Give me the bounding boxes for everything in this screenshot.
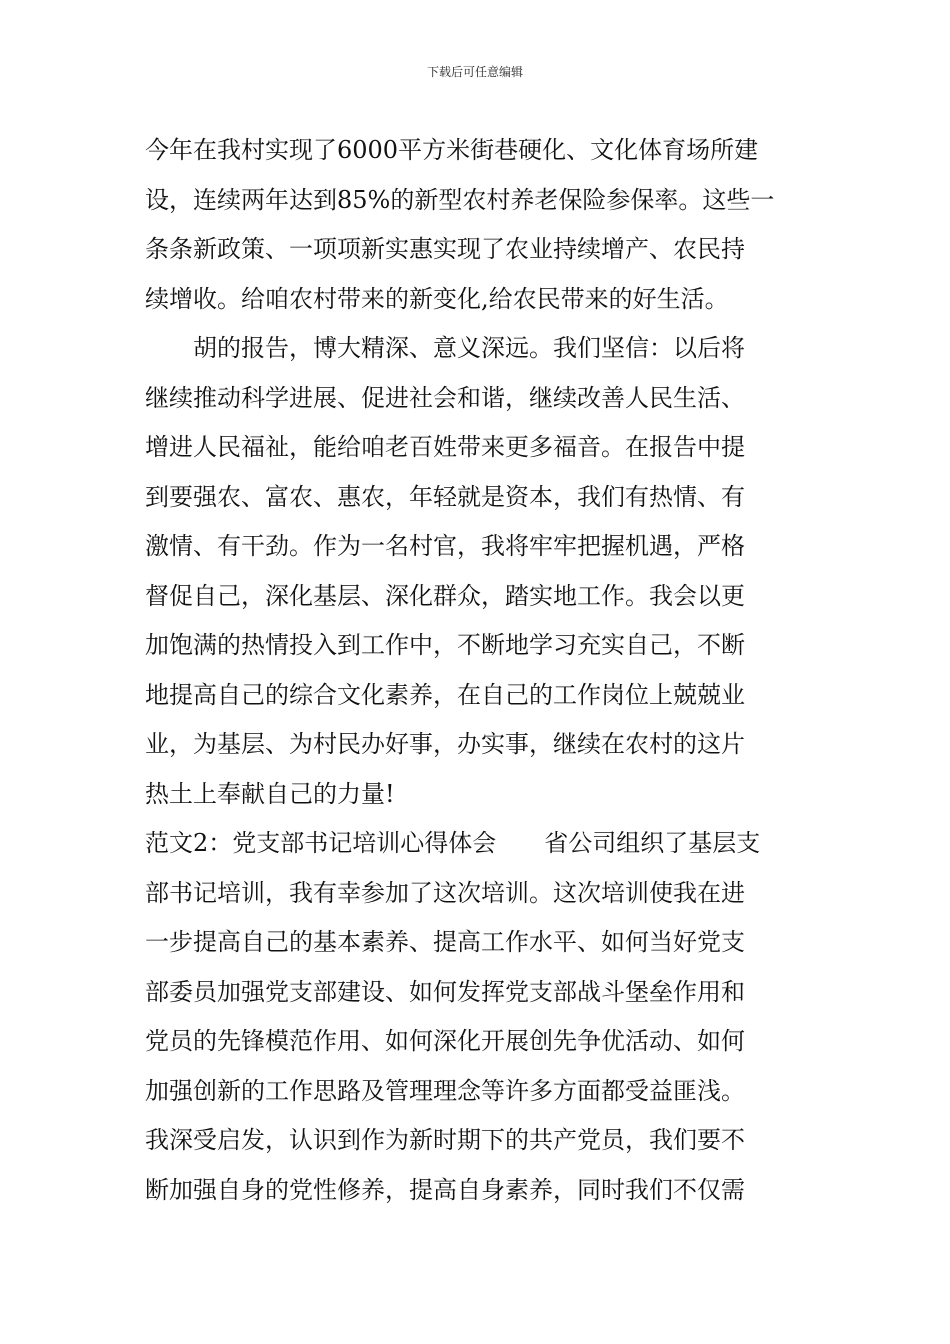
text-line: 业，为基层、为村民办好事，办实事，继续在农村的这片 [145, 730, 745, 758]
text-line: 继续推动科学进展、促进社会和谐，继续改善人民生活、 [145, 383, 745, 412]
text-line: 部委员加强党支部建设、如何发挥党支部战斗堡垒作用和 [145, 977, 745, 1006]
text-line: 地提高自己的综合文化素养，在自己的工作岗位上兢兢业 [145, 680, 745, 709]
text-line: 续增收。给咱农村带来的新变化,给农民带来的好生活。 [145, 284, 729, 313]
text-line: 到要强农、富农、惠农，年轻就是资本，我们有热情、有 [145, 482, 745, 511]
text-line: 党员的先锋模范作用、如何深化开展创先争优活动、如何 [145, 1027, 745, 1055]
text-line: 今年在我村实现了6000平方米街巷硬化、文化体育场所建 [145, 136, 759, 164]
text-line: 热土上奉献自己的力量! [145, 779, 395, 808]
text-line: 断加强自身的党性修养，提高自身素养，同时我们不仅需 [145, 1175, 745, 1204]
document-body [145, 126, 810, 1215]
text-line: 一步提高自己的基本素养、提高工作水平、如何当好党支 [145, 928, 745, 956]
text-line: 设，连续两年达到85%的新型农村养老保险参保率。这些一 [145, 185, 775, 214]
text-line: 条条新政策、一项项新实惠实现了农业持续增产、农民持 [145, 235, 745, 263]
page-header: 下载后可任意编辑 [426, 65, 523, 79]
text-line: 加饱满的热情投入到工作中，不断地学习充实自己，不断 [145, 631, 745, 659]
text-line: 部书记培训，我有幸参加了这次培训。这次培训使我在进 [145, 878, 745, 907]
text-line: 我深受启发，认识到作为新时期下的共产党员，我们要不 [145, 1126, 745, 1154]
text-line: 增进人民福祉，能给咱老百姓带来更多福音。在报告中提 [145, 433, 745, 461]
text-line: 加强创新的工作思路及管理理念等许多方面都受益匪浅。 [145, 1076, 745, 1105]
text-line: 督促自己，深化基层、深化群众，踏实地工作。我会以更 [145, 581, 745, 610]
section-heading-line: 范文2：党支部书记培训心得体会 省公司组织了基层支 [145, 829, 761, 857]
paragraph-first-line: 胡的报告，博大精深、意义深远。我们坚信：以后将 [193, 334, 745, 362]
text-line: 激情、有干劲。作为一名村官，我将牢牢把握机遇，严格 [145, 532, 745, 560]
